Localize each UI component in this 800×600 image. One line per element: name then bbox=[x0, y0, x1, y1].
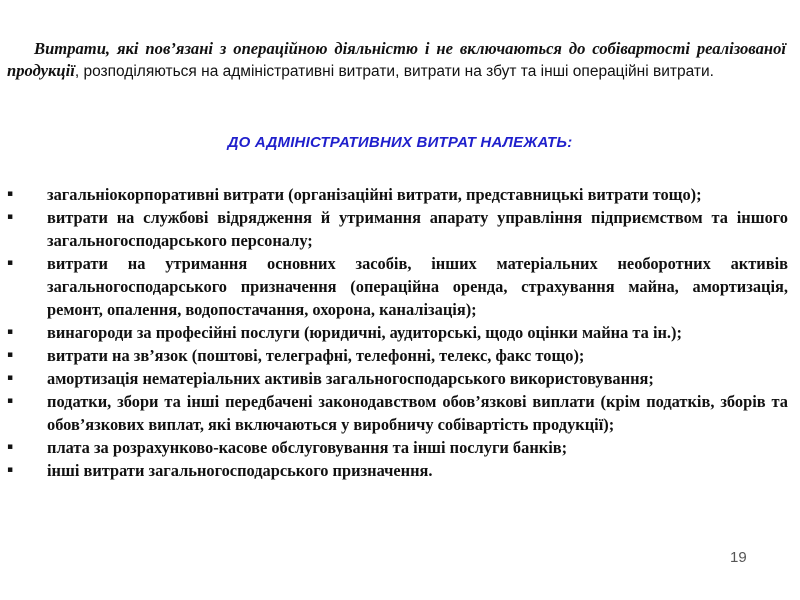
list-item-text: витрати на службові відрядження й утримання апарату управління підприємством та іншого загальногосподарського персоналу; bbox=[47, 208, 788, 250]
square-bullet-icon: ▪ bbox=[7, 212, 14, 222]
list-item-text: амортизація нематеріальних активів загальногосподарського використовування; bbox=[47, 369, 654, 388]
list-item-text: витрати на утримання основних засобів, інших матеріальних необоротних активів загальногосподарського призначення (операційна оренда, страхування майна, амортизація, ремонт, опалення, водопостачання, охорона, каналізація); bbox=[47, 254, 788, 319]
list-item bbox=[7, 206, 788, 252]
list-item bbox=[7, 252, 788, 321]
list-item-text: податки, збори та інші передбачені законодавством обов’язкові виплати (крім податків, зборів та обов’язкових виплат, які включаються у виробничу собівартість продукції); bbox=[47, 392, 788, 434]
list-item bbox=[7, 344, 788, 367]
list-item bbox=[7, 436, 788, 459]
section-heading: ДО АДМІНІСТРАТИВНИХ ВИТРАТ НАЛЕЖАТЬ: bbox=[227, 134, 573, 151]
list-item bbox=[7, 367, 788, 390]
square-bullet-icon: ▪ bbox=[7, 373, 14, 383]
square-bullet-icon: ▪ bbox=[7, 465, 14, 475]
list-item-text: витрати на зв’язок (поштові, телеграфні, телефонні, телекс, факс тощо); bbox=[47, 346, 585, 365]
square-bullet-icon: ▪ bbox=[7, 189, 14, 199]
square-bullet-icon: ▪ bbox=[7, 396, 14, 406]
square-bullet-icon: ▪ bbox=[7, 327, 14, 337]
square-bullet-icon: ▪ bbox=[7, 350, 14, 360]
list-item bbox=[7, 183, 788, 206]
intro-paragraph bbox=[7, 38, 786, 83]
list-item-text: винагороди за професійні послуги (юридичні, аудиторські, щодо оцінки майна та ін.); bbox=[47, 323, 682, 342]
square-bullet-icon: ▪ bbox=[7, 442, 14, 452]
list-item bbox=[7, 321, 788, 344]
list-item bbox=[7, 390, 788, 436]
list-item-text: інші витрати загальногосподарського призначення. bbox=[47, 461, 433, 480]
list-item bbox=[7, 459, 788, 482]
intro-rest: , розподіляються на адміністративні витрати, витрати на збут та інші операційні витрати. bbox=[74, 63, 714, 80]
square-bullet-icon: ▪ bbox=[7, 258, 14, 268]
intro-emphasis: Витрати, які пов’язані з операційною діяльністю і не включаються до собівартості реалізованої продукції bbox=[7, 39, 786, 80]
list-item-text: загальніокорпоративні витрати (організаційні витрати, представницькі витрати тощо); bbox=[47, 185, 702, 204]
list-item-text: плата за розрахунково-касове обслуговування та інші послуги банків; bbox=[47, 438, 568, 457]
expense-list bbox=[7, 183, 788, 482]
page-number: 19 bbox=[730, 549, 747, 566]
